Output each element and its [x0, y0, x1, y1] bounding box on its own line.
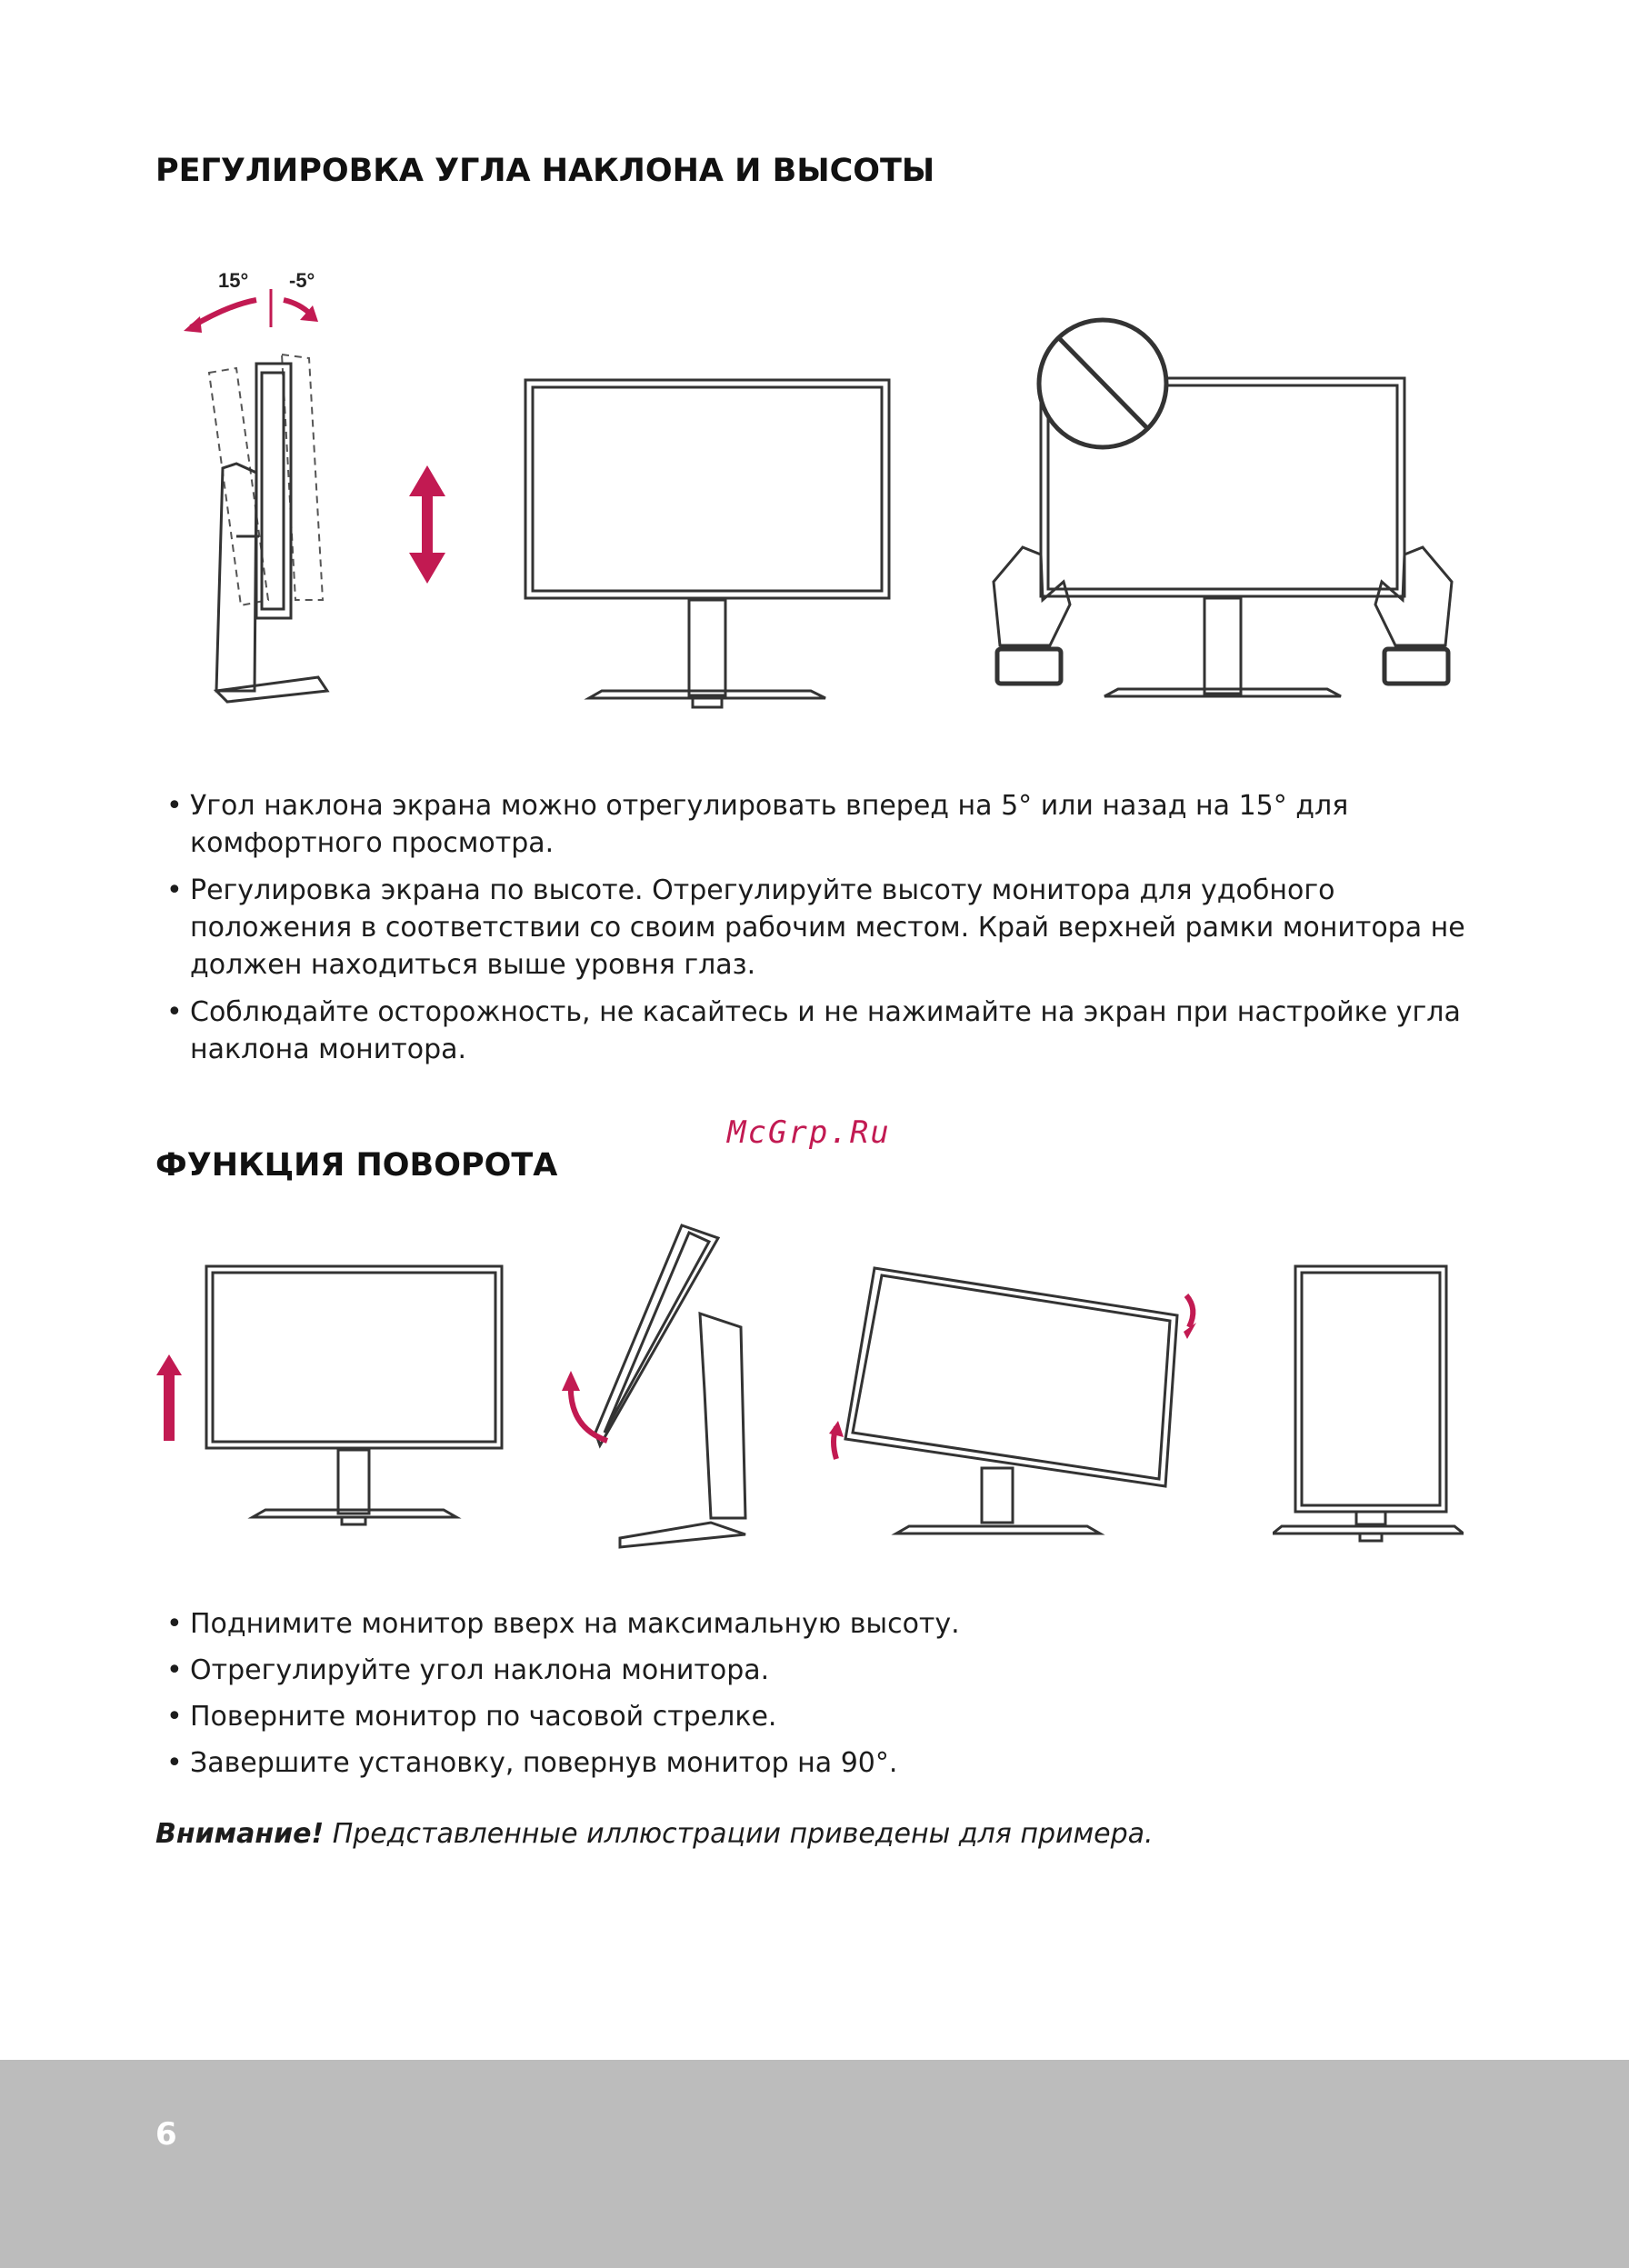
list-item: • Поверните монитор по часовой стрелке. [166, 1701, 777, 1733]
pivot-instructions [166, 1605, 1494, 1791]
monitor-front-illustration [518, 373, 900, 709]
do-not-press-illustration [986, 309, 1459, 709]
tilt-side-illustration [173, 264, 391, 709]
list-item: • Поднимите монитор вверх на максимальную высоту. [166, 1608, 960, 1640]
pivot-step-tilt-illustration [555, 1218, 773, 1554]
disclaimer-note [155, 1818, 1154, 1850]
list-item: • Завершите установку, повернув монитор на 90°. [166, 1747, 898, 1779]
list-item-text: Угол наклона экрана можно отрегулировать вперед на 5° или назад на 15° для комфортного просмотра. [190, 790, 1349, 859]
note-text: Представленные иллюстрации приведены для примера. [324, 1818, 1154, 1850]
watermark: McGrp.Ru [727, 1114, 891, 1151]
tilt-forward-label: -5° [289, 269, 315, 292]
tilt-height-instructions [166, 787, 1494, 1078]
list-item-text: Регулировка экрана по высоте. Отрегулируйте высоту монитора для удобного положения в соответствии со своим рабочим местом. Край верхней рамки монитора не должен находиться выше уровня глаз. [190, 874, 1465, 981]
list-item-text: Отрегулируйте угол наклона монитора. [190, 1654, 770, 1686]
tilt-back-label: 15° [218, 269, 249, 292]
height-arrow-icon [407, 465, 447, 584]
list-item-text: Поднимите монитор вверх на максимальную высоту. [190, 1608, 960, 1640]
list-item: • Регулировка экрана по высоте. Отрегулируйте высоту монитора для удобного положения в соответствии со своим рабочим местом. Край верхней рамки монитора не должен находиться выше уровня глаз. [166, 874, 1465, 981]
list-item: • Отрегулируйте угол наклона монитора. [166, 1654, 770, 1686]
list-item: • Соблюдайте осторожность, не касайтесь и не нажимайте на экран при настройке угла наклона монитора. [166, 996, 1461, 1065]
list-item-text: Соблюдайте осторожность, не касайтесь и не нажимайте на экран при настройке угла наклона монитора. [190, 996, 1461, 1065]
note-label: Внимание! [155, 1818, 325, 1850]
pivot-step-rotate-illustration [818, 1259, 1218, 1541]
pivot-step-raise-illustration [156, 1259, 520, 1541]
pivot-step-portrait-illustration [1273, 1259, 1464, 1550]
list-item: • Угол наклона экрана можно отрегулировать вперед на 5° или назад на 15° для комфортного просмотра. [166, 790, 1349, 859]
list-item-text: Поверните монитор по часовой стрелке. [190, 1701, 777, 1733]
section-title-pivot: ФУНКЦИЯ ПОВОРОТА [155, 1147, 558, 1184]
list-item-text: Завершите установку, повернув монитор на 90°. [190, 1747, 898, 1779]
section-title-tilt-height: РЕГУЛИРОВКА УГЛА НАКЛОНА И ВЫСОТЫ [155, 153, 935, 189]
page-number: 6 [155, 2116, 177, 2153]
page-footer [0, 2060, 1629, 2268]
